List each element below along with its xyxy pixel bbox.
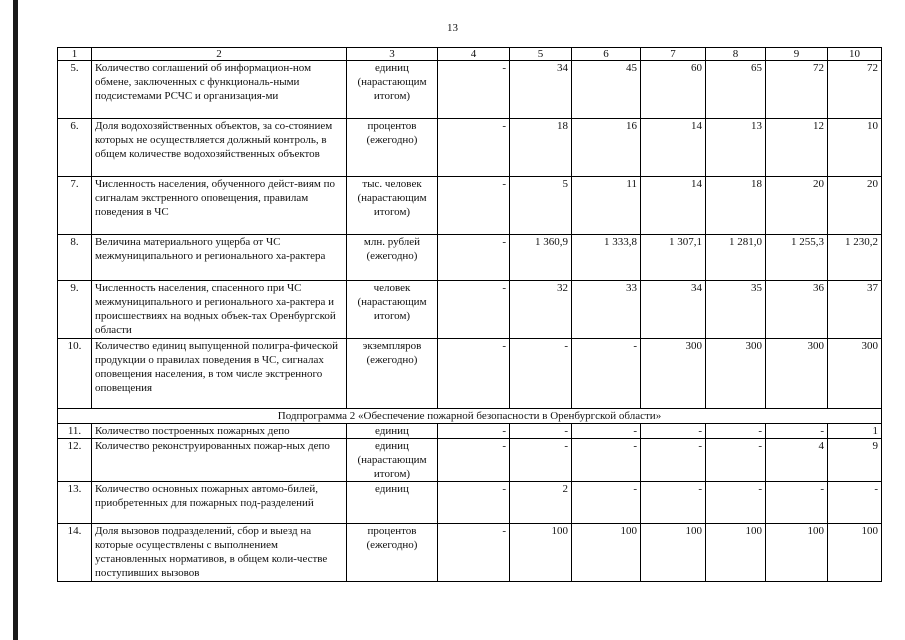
indicator-name: Количество построенных пожарных депо [92,424,347,439]
value-cell: - [641,482,706,524]
unit-cell: тыс. человек (нарастающим итогом) [347,177,438,235]
row-number: 11. [58,424,92,439]
value-cell: - [572,339,641,409]
value-cell: 1 333,8 [572,235,641,281]
page-number: 13 [447,22,458,34]
value-cell: - [438,439,510,482]
value-cell: 100 [828,524,882,582]
header-cell: 1 [58,48,92,61]
value-cell: 72 [828,61,882,119]
unit-cell: млн. рублей (ежегодно) [347,235,438,281]
value-cell: - [572,482,641,524]
value-cell: 34 [510,61,572,119]
value-cell: 9 [828,439,882,482]
value-cell: - [641,424,706,439]
row-number: 12. [58,439,92,482]
value-cell: 60 [641,61,706,119]
value-cell: 4 [766,439,828,482]
unit-cell: единиц (нарастающим итогом) [347,61,438,119]
value-cell: 16 [572,119,641,177]
value-cell: 300 [766,339,828,409]
value-cell: 1 360,9 [510,235,572,281]
value-cell: - [438,524,510,582]
scan-edge [13,0,18,640]
value-cell: 5 [510,177,572,235]
table-row [58,61,882,119]
value-cell: 100 [641,524,706,582]
unit-cell: процентов (ежегодно) [347,524,438,582]
value-cell: - [706,439,766,482]
table-row [58,482,882,524]
section-title: Подпрограмма 2 «Обеспечение пожарной безопасности в Оренбургской области» [58,409,882,424]
indicator-name: Величина материального ущерба от ЧС межмуниципального и регионального ха-рактера [92,235,347,281]
value-cell: 18 [706,177,766,235]
value-cell: 32 [510,281,572,339]
value-cell: 65 [706,61,766,119]
value-cell: 300 [828,339,882,409]
indicator-name: Доля водохозяйственных объектов, за со-стоянием которых не осуществляется должный контроль, в общем количестве водохозяйственных объектов [92,119,347,177]
value-cell: - [438,119,510,177]
header-cell: 9 [766,48,828,61]
table-row [58,235,882,281]
value-cell: 12 [766,119,828,177]
unit-cell: процентов (ежегодно) [347,119,438,177]
header-cell: 5 [510,48,572,61]
row-number: 9. [58,281,92,339]
value-cell: - [510,339,572,409]
section-row [58,409,882,424]
table-row [58,339,882,409]
value-cell: 1 281,0 [706,235,766,281]
row-number: 5. [58,61,92,119]
indicator-name: Численность населения, спасенного при ЧС межмуниципального и регионального ха-рактера и происшествиях на водных объек-тах Оренбургской области [92,281,347,339]
value-cell: 100 [572,524,641,582]
value-cell: - [828,482,882,524]
header-cell: 7 [641,48,706,61]
indicator-name: Количество реконструированных пожар-ных депо [92,439,347,482]
value-cell: 35 [706,281,766,339]
header-cell: 3 [347,48,438,61]
value-cell: - [572,439,641,482]
column-number-header [58,48,882,61]
value-cell: 18 [510,119,572,177]
unit-cell: человек (нарастающим итогом) [347,281,438,339]
value-cell: 100 [510,524,572,582]
value-cell: 100 [766,524,828,582]
value-cell: 1 307,1 [641,235,706,281]
row-number: 6. [58,119,92,177]
value-cell: - [766,424,828,439]
value-cell: - [438,482,510,524]
header-cell: 8 [706,48,766,61]
value-cell: 300 [706,339,766,409]
header-cell: 6 [572,48,641,61]
value-cell: 10 [828,119,882,177]
header-cell: 2 [92,48,347,61]
row-number: 7. [58,177,92,235]
unit-cell: единиц [347,482,438,524]
value-cell: 36 [766,281,828,339]
value-cell: 20 [828,177,882,235]
value-cell: 14 [641,177,706,235]
indicator-name: Количество единиц выпущенной полигра-фической продукции о правилах поведения в ЧС, сигналах оповещения населения, в том числе экстренного оповещения [92,339,347,409]
value-cell: - [510,424,572,439]
value-cell: 2 [510,482,572,524]
indicator-name: Количество основных пожарных автомо-билей, приобретенных для пожарных под-разделений [92,482,347,524]
table-row [58,119,882,177]
table-row [58,439,882,482]
table-row [58,524,882,582]
indicator-name: Доля вызовов подразделений, сбор и выезд на которые осуществлены с выполнением установленных нормативов, в общем коли-честве поступивших вызовов [92,524,347,582]
value-cell: 1 255,3 [766,235,828,281]
value-cell: 11 [572,177,641,235]
value-cell: - [438,424,510,439]
value-cell: 33 [572,281,641,339]
unit-cell: единиц (нарастающим итогом) [347,439,438,482]
value-cell: - [438,339,510,409]
unit-cell: единиц [347,424,438,439]
value-cell: - [706,482,766,524]
value-cell: 1 [828,424,882,439]
indicators-table [57,47,882,582]
header-cell: 4 [438,48,510,61]
row-number: 13. [58,482,92,524]
value-cell: 13 [706,119,766,177]
value-cell: - [706,424,766,439]
value-cell: - [438,61,510,119]
value-cell: - [438,235,510,281]
table-row [58,424,882,439]
value-cell: 14 [641,119,706,177]
value-cell: 37 [828,281,882,339]
value-cell: - [510,439,572,482]
value-cell: - [641,439,706,482]
table-row [58,281,882,339]
indicator-name: Количество соглашений об информацион-ном обмене, заключенных с функциональ-ными подсистемами РСЧС и организация-ми [92,61,347,119]
value-cell: 72 [766,61,828,119]
value-cell: 45 [572,61,641,119]
table-body [58,48,882,582]
value-cell: - [438,281,510,339]
header-cell: 10 [828,48,882,61]
value-cell: 34 [641,281,706,339]
value-cell: 1 230,2 [828,235,882,281]
unit-cell: экземпляров (ежегодно) [347,339,438,409]
value-cell: - [766,482,828,524]
value-cell: 20 [766,177,828,235]
row-number: 14. [58,524,92,582]
value-cell: 100 [706,524,766,582]
value-cell: 300 [641,339,706,409]
table-row [58,177,882,235]
row-number: 8. [58,235,92,281]
indicator-name: Численность населения, обученного дейст-виям по сигналам экстренного оповещения, правилам поведения в ЧС [92,177,347,235]
row-number: 10. [58,339,92,409]
value-cell: - [572,424,641,439]
value-cell: - [438,177,510,235]
